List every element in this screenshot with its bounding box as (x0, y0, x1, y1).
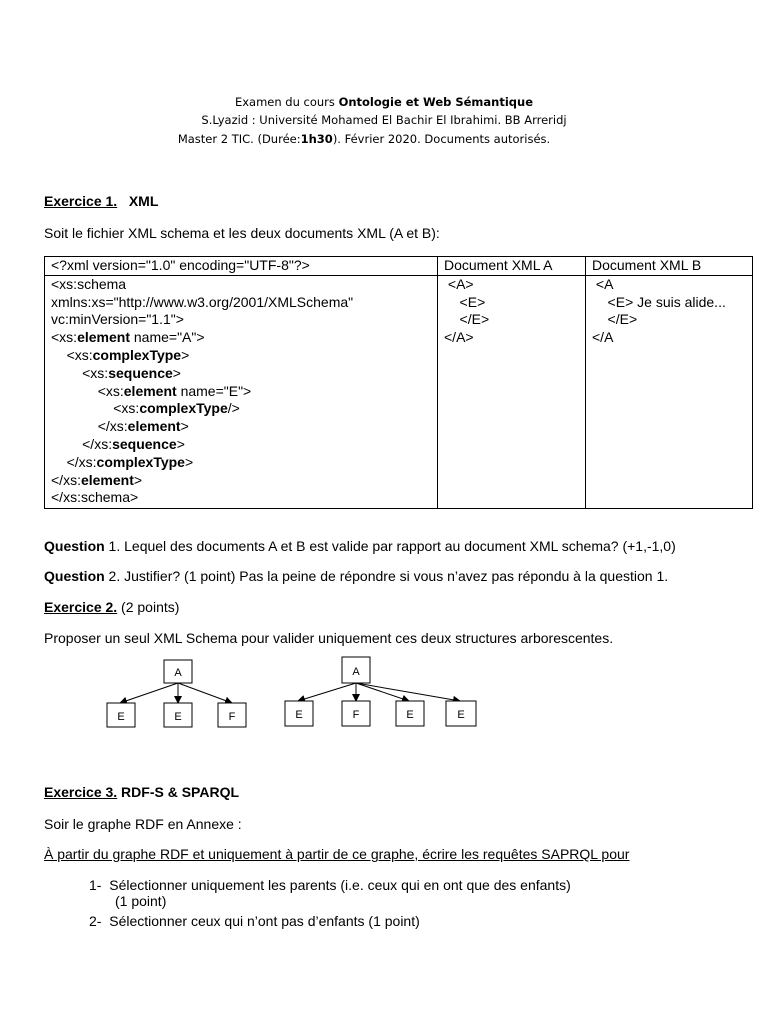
tree-diagrams (0, 650, 768, 740)
schema-line (51, 311, 431, 329)
exercise-1-intro: Soit le fichier XML schema et les deux documents XML (A et B): (44, 225, 440, 241)
schema-line-text: <xs: (113, 400, 140, 417)
schema-line-text: vc:minVersion="1.1"> (51, 311, 184, 328)
course-name: Ontologie et Web Sémantique (338, 95, 534, 109)
doc-a-code (444, 276, 579, 347)
schema-line (51, 472, 431, 490)
schema-line-text: /> (227, 400, 240, 417)
tree-2-root-label: A (352, 666, 360, 678)
exercise-3-line-2: À partir du graphe RDF et uniquement à partir de ce graphe, écrire les requêtes SAPRQL pour (44, 846, 630, 862)
schema-line-keyword: sequence (108, 364, 173, 381)
schema-line (51, 294, 431, 312)
question-2-label: Question (44, 568, 105, 584)
tree-1-child-label: F (228, 711, 236, 723)
doc-line: <E> Je suis alide... (592, 293, 726, 310)
tree-2-child-label: F (352, 709, 360, 721)
schema-line-text: > (184, 453, 194, 470)
schema-line-keyword: complexType (92, 346, 182, 363)
exercise-3-heading (44, 784, 239, 800)
schema-line-indent (51, 383, 98, 399)
doc-b-cell (586, 275, 753, 508)
schema-line-indent (51, 400, 113, 416)
schema-line-keyword: element (77, 329, 130, 346)
schema-line (51, 418, 431, 436)
question-2-text: 2. Justifier? (1 point) Pas la peine de répondre si vous n’avez pas répondu à la question 1. (104, 568, 669, 584)
exercise-2-heading (44, 599, 179, 615)
tree-1-child-label: E (174, 711, 182, 723)
tree-2-child-label: E (406, 709, 414, 721)
schema-line-indent (51, 365, 82, 381)
schema-line-keyword: sequence (112, 435, 177, 452)
exercise-3-item-1 (89, 877, 571, 893)
schema-line-text: </xs: (66, 453, 97, 470)
schema-line-text: name="A"> (130, 329, 205, 346)
tree-2-child-label: E (295, 709, 303, 721)
doc-b-title-cell (586, 257, 753, 276)
doc-line: </A> (444, 329, 474, 346)
tree-1-edge (178, 683, 232, 703)
schema-cell (45, 275, 438, 508)
tree-1-child-label: E (117, 711, 125, 723)
exam-info-prefix: Master 2 TIC. (Durée: (177, 132, 301, 146)
schema-line (51, 347, 431, 365)
schema-line (51, 365, 431, 383)
schema-line-text: <xs: (97, 382, 124, 399)
schema-line-text: </xs:schema> (51, 489, 139, 506)
author-line: S.Lyazid : Université Mohamed El Bachir El Ibrahimi. BB Arreridj (201, 113, 567, 127)
schema-line-text: > (176, 435, 185, 452)
schema-line-indent (51, 436, 82, 452)
item-1-number: 1- (89, 877, 102, 893)
exercise-2-points: (2 points) (117, 599, 180, 615)
exam-duration: 1h30 (300, 132, 333, 146)
item-1-text: Sélectionner uniquement les parents (i.e. ceux qui en ont que des enfants) (109, 877, 571, 893)
schema-line-keyword: element (80, 471, 134, 488)
schema-code (51, 276, 431, 507)
schema-line (51, 276, 431, 294)
exercise-3-line-1: Soir le graphe RDF en Annexe : (44, 816, 242, 832)
schema-line-keyword: element (123, 382, 177, 399)
doc-line: </A (592, 329, 614, 346)
exercise-3-item-1-cont: (1 point) (115, 893, 167, 909)
schema-line (51, 436, 431, 454)
tree-1-edge (120, 683, 178, 703)
schema-line-text: xmlns:xs="http://www.w3.org/2001/XMLSchema" (51, 293, 354, 310)
schema-line-indent (51, 454, 67, 470)
schema-line-keyword: element (127, 418, 181, 435)
item-2-number: 2- (89, 913, 102, 929)
schema-line (51, 329, 431, 347)
schema-line-text: <xs: (82, 364, 109, 381)
doc-b-title: Document XML B (592, 257, 702, 273)
exam-title-line (0, 95, 768, 109)
question-2 (44, 568, 668, 584)
question-1-label: Question (44, 538, 105, 554)
exam-title-prefix: Examen du cours (234, 95, 339, 109)
question-1-text: 1. Lequel des documents A et B est valide par rapport au document XML schema? (+1,-1,0) (104, 538, 676, 554)
schema-line-text: > (181, 346, 190, 363)
tree-2-edge (356, 683, 460, 701)
exercise-3-item-2 (89, 913, 420, 929)
tree-2 (285, 657, 476, 726)
tree-1 (107, 660, 246, 727)
exercise-3-subtitle: RDF-S & SPARQL (117, 784, 240, 800)
schema-line-keyword: complexType (96, 453, 185, 470)
doc-a-title: Document XML A (444, 257, 553, 273)
doc-b-code (592, 276, 746, 347)
schema-line-text: </xs: (82, 435, 113, 452)
schema-line (51, 454, 431, 472)
doc-line: </E> (592, 311, 638, 328)
schema-xml-declaration: <?xml version="1.0" encoding="UTF-8"?> (51, 257, 310, 273)
doc-line: <E> (444, 293, 486, 310)
schema-line-text: <xs: (66, 346, 93, 363)
tree-2-edge (356, 683, 409, 701)
exercise-1-subtitle: XML (128, 193, 159, 209)
exercise-1-title: Exercice 1. (44, 193, 118, 209)
exercise-1-heading (44, 193, 158, 209)
doc-line: </E> (444, 311, 490, 328)
exercise-2-title: Exercice 2. (44, 599, 118, 615)
schema-line-text: </xs: (51, 471, 81, 488)
doc-line: <A (592, 275, 614, 292)
doc-a-title-cell (438, 257, 586, 276)
exercise-3-title: Exercice 3. (44, 784, 118, 800)
item-2-text: Sélectionner ceux qui n’ont pas d’enfants (1 point) (109, 913, 420, 929)
exam-info-suffix: ). Février 2020. Documents autorisés. (332, 132, 551, 146)
xml-table (44, 256, 753, 509)
schema-line-text: > (180, 418, 189, 435)
schema-line (51, 400, 431, 418)
schema-line-text: </xs: (97, 418, 128, 435)
tree-1-root-label: A (174, 667, 182, 679)
schema-line-text: > (133, 471, 143, 488)
schema-line-keyword: complexType (139, 400, 228, 417)
schema-line-indent (51, 418, 98, 434)
exercise-2-intro: Proposer un seul XML Schema pour valider uniquement ces deux structures arborescentes. (44, 630, 614, 646)
exam-info-line (0, 132, 748, 146)
doc-a-cell (438, 275, 586, 508)
schema-line-text: name="E"> (176, 382, 252, 399)
question-1 (44, 538, 676, 554)
schema-line-text: <xs: (51, 329, 78, 346)
tree-2-edge (298, 683, 356, 701)
schema-line-text: > (172, 364, 181, 381)
schema-line-indent (51, 347, 67, 363)
schema-header-cell (45, 257, 438, 276)
doc-line: <A> (444, 275, 474, 292)
schema-line (51, 489, 431, 507)
schema-line (51, 383, 431, 401)
schema-line-text: <xs:schema (51, 275, 127, 292)
tree-2-child-label: E (457, 709, 465, 721)
